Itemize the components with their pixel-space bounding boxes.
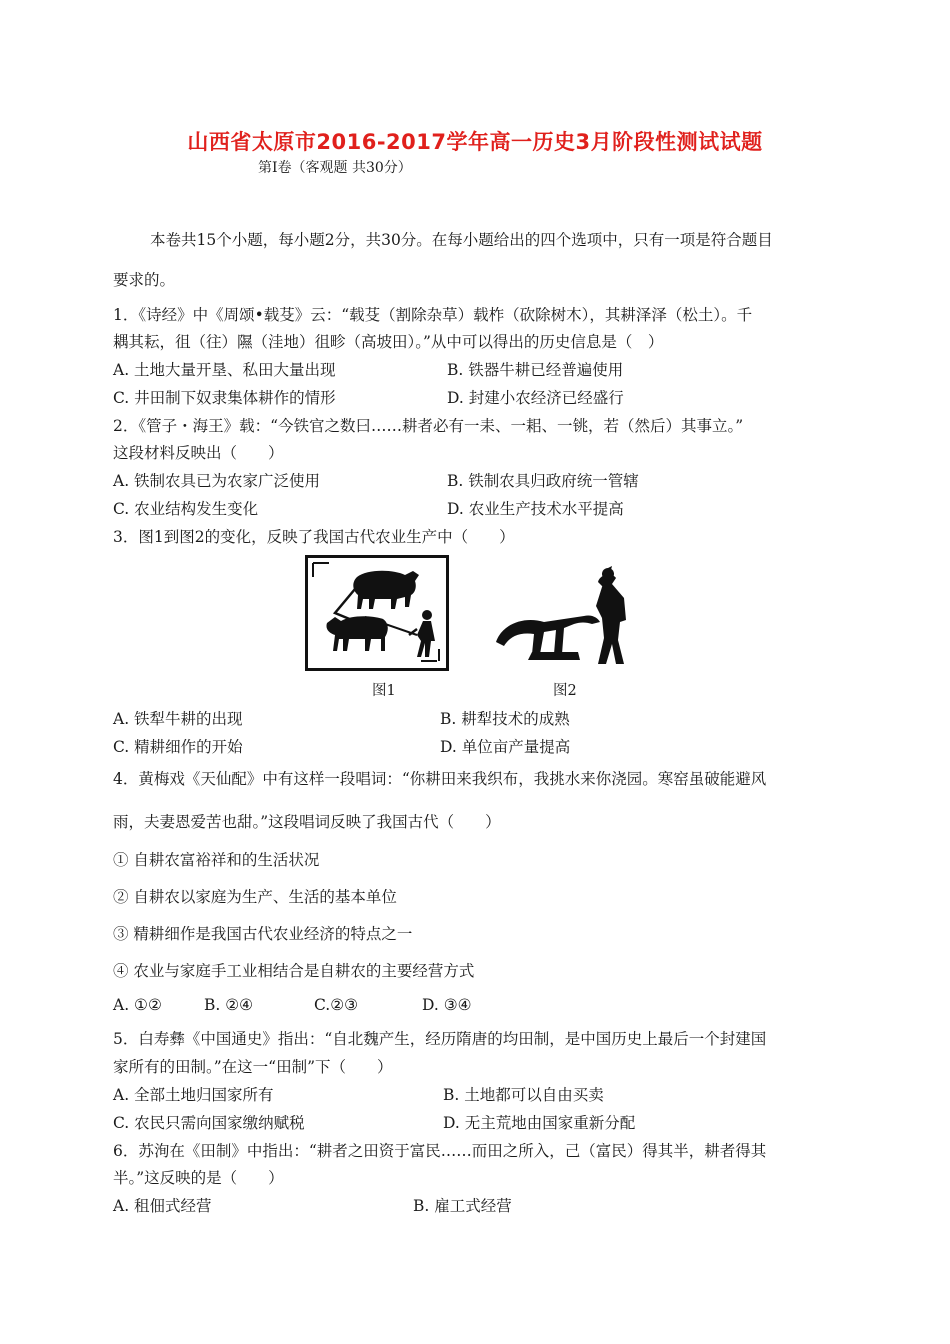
q5-option-d: D. 无主荒地由国家重新分配: [443, 1114, 636, 1132]
figure-1-ox-plowing: [305, 555, 449, 671]
q4-statement-4: ④ 农业与家庭手工业相结合是自耕农的主要经营方式: [113, 962, 475, 980]
q1-option-a: A. 土地大量开垦、私田大量出现: [113, 361, 336, 379]
q1-stem-line-2: 耦其耘，徂（往）隰（洼地）徂畛（高坡田）。”从中可以得出的历史信息是（ ）: [113, 333, 664, 351]
q1-option-b: B. 铁器牛耕已经普遍使用: [447, 361, 624, 379]
page-title: 山西省太原市2016-2017学年高一历史3月阶段性测试试题: [187, 130, 763, 154]
q3-option-b: B. 耕犁技术的成熟: [440, 710, 570, 728]
q2-option-a: A. 铁制农具已为农家广泛使用: [113, 472, 321, 490]
intro-line-1: 本卷共15个小题，每小题2分，共30分。在每小题给出的四个选项中，只有一项是符合题目: [150, 231, 773, 249]
section-subtitle: 第Ⅰ卷（客观题 共30分）: [258, 160, 412, 176]
q5-option-c: C. 农民只需向国家缴纳赋税: [113, 1114, 305, 1132]
q1-option-d: D. 封建小农经济已经盛行: [447, 389, 624, 407]
q3-option-a: A. 铁犁牛耕的出现: [113, 710, 243, 728]
q4-stem-line-2: 雨，夫妻恩爱苦也甜。”这段唱词反映了我国古代（ ）: [113, 813, 501, 831]
q4-option-b: B. ②④: [204, 996, 254, 1014]
q4-option-a: A. ①②: [113, 996, 162, 1014]
q2-stem-line-2: 这段材料反映出（ ）: [113, 444, 284, 462]
intro-line-2: 要求的。: [113, 271, 176, 289]
q5-stem-line-2: 家所有的田制。”在这一“田制”下（ ）: [113, 1058, 393, 1076]
q2-option-b: B. 铁制农具归政府统一管辖: [447, 472, 639, 490]
q6-option-b: B. 雇工式经营: [413, 1197, 512, 1215]
q2-option-c: C. 农业结构发生变化: [113, 500, 259, 518]
q1-stem-line-1: 1．《诗经》中《周颂•载芟》云：“载芟（割除杂草）载柞（砍除树木），其耕泽泽（松土）。千: [113, 306, 753, 324]
q5-option-a: A. 全部土地归国家所有: [113, 1086, 274, 1104]
q3-stem: 3．图1到图2的变化，反映了我国古代农业生产中（ ）: [113, 528, 515, 546]
figure-1-caption: 图1: [372, 683, 396, 699]
q5-stem-line-1: 5．白寿彝《中国通史》指出：“自北魏产生，经历隋唐的均田制，是中国历史上最后一个封建国: [113, 1030, 767, 1048]
q3-option-d: D. 单位亩产量提高: [440, 738, 571, 756]
q4-statement-2: ② 自耕农以家庭为生产、生活的基本单位: [113, 888, 397, 906]
figure-2-plow-farmer: [488, 560, 648, 670]
figure-2-caption: 图2: [553, 683, 577, 699]
q6-option-a: A. 租佃式经营: [113, 1197, 212, 1215]
q1-option-c: C. 井田制下奴隶集体耕作的情形: [113, 389, 336, 407]
q4-option-c: C.②③: [314, 996, 359, 1014]
q4-option-d: D. ③④: [422, 996, 472, 1014]
q6-stem-line-2: 半。”这反映的是（ ）: [113, 1169, 284, 1187]
q2-stem-line-1: 2．《管子・海王》载：“今铁官之数曰……耕者必有一耒、一耜、一铫，若（然后）其事立。”: [113, 417, 744, 435]
q4-statement-1: ① 自耕农富裕祥和的生活状况: [113, 851, 320, 869]
q3-option-c: C. 精耕细作的开始: [113, 738, 243, 756]
q2-option-d: D. 农业生产技术水平提高: [447, 500, 624, 518]
q4-stem-line-1: 4．黄梅戏《天仙配》中有这样一段唱词：“你耕田来我织布，我挑水来你浇园。寒窑虽破能避风: [113, 770, 767, 788]
q6-stem-line-1: 6．苏洵在《田制》中指出：“耕者之田资于富民……而田之所入，己（富民）得其半，耕者得其: [113, 1142, 767, 1160]
q5-option-b: B. 土地都可以自由买卖: [443, 1086, 604, 1104]
q4-statement-3: ③ 精耕细作是我国古代农业经济的特点之一: [113, 925, 413, 943]
